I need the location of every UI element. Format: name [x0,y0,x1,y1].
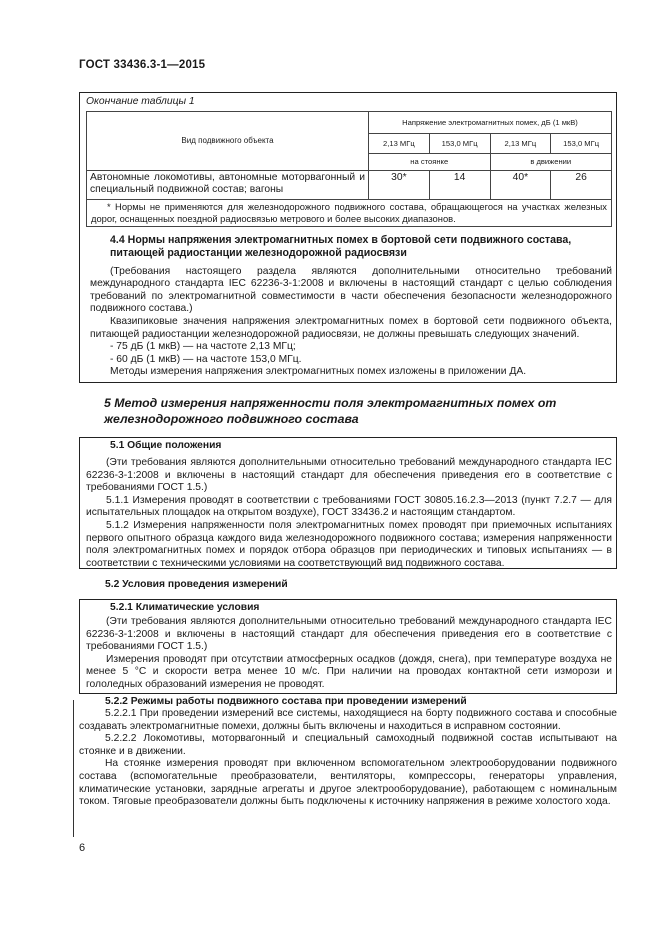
freq-header: 2,13 МГц [490,133,551,153]
s44-list-item: - 75 дБ (1 мкВ) — на частоте 2,13 МГц; [110,341,296,353]
s522-para-1: 5.2.2.1 При проведении измерений все системы, находящиеся на борту подвижного состава и способные создавать электромагнитные помехи, должны быть включены и находиться в исправном состоянии. [79,708,617,732]
table-cell-value: 14 [429,170,490,199]
freq-header: 2,13 МГц [369,133,430,153]
table-cell-object: Автономные локомотивы, автономные моторвагонный и специальный подвижной состав; вагоны [87,170,369,199]
s522-para-3: На стоянке измерения проводят при включенном вспомогательном электрооборудовании подвижного состава (вспомогательные преобразователи, вентиляторы, компрессоры, генераторы управления, климатические установки, зарядные агрегаты и другое электрооборудование), работающем с номинальным током. Тяговые преобразователи должны быть подключены к источнику напряжения в режиме холостого хода. [79,758,617,808]
table-header-object: Вид подвижного объекта [87,111,369,170]
section-frame-5-1 [79,437,617,569]
s521-para-2: Измерения проводят при отсутствии атмосферных осадков (дождя, снега), при температуре воздуха не менее 5 °С и скорости ветра менее 10 м/с. При наличии на проводах контактной сети изморози и гололедных образований измерения не проводят. [86,653,612,690]
s44-para-2: Квазипиковые значения напряжения электромагнитных помех в бортовой сети подвижного объекта, питающей радиостанции железнодорожной радиосвязи, не должны превышать следующих значений. [90,315,612,340]
s522-para-2: 5.2.2.2 Локомотивы, моторвагонный и специальный самоходный подвижной состав испытывают на стоянке и в движении. [79,733,617,757]
group-header: в движении [490,153,612,170]
norms-table [86,111,612,227]
s51-para-1: (Эти требования являются дополнительными относительно требований международного стандарта IEC 62236-3-1:2008 и включены в настоящий стандарт для обеспечения приведения его в соответствие с требованиями ГОСТ 1.5.) [86,457,612,494]
section-5-heading: 5 Метод измерения напряженности поля электромагнитных помех от железнодорожного подвижного состава [104,396,557,426]
freq-header: 153,0 МГц [551,133,612,153]
table-cell-value: 40* [490,170,551,199]
s521-para-1: (Эти требования являются дополнительными относительно требований международного стандарта IEC 62236-3-1:2008 и включены в настоящий стандарт для обеспечения приведения его в соответствие с требованиями ГОСТ 1.5.) [86,616,612,653]
table-caption: Окончание таблицы 1 [86,96,195,107]
section-5-2-2-block [79,695,617,809]
table-header-voltage: Напряжение электромагнитных помех, дБ (1 мкВ) [369,111,612,133]
s44-para-1: (Требования настоящего раздела являются дополнительными относительно требований международного стандарта IEC 62236-3-1:2008 и включены в настоящий стандарт с целью соблюдения требований по электромагнитной совместимости в части обеспечения безопасности железнодорожного подвижного состава.) [90,265,612,315]
section-5-2-1-heading: 5.2.1 Климатические условия [110,602,260,613]
s44-para-3: Методы измерения напряжения электромагнитных помех изложены в приложении ДА. [110,366,527,378]
table-footnote: * Нормы не применяются для железнодорожного подвижного состава, обращающегося на участках железных дорог, оснащенных поездной радиосвязью метрового и более высоких диапазонов. [87,199,612,226]
page-number: 6 [79,842,86,854]
section-4-4-heading: 4.4 Нормы напряжения электромагнитных помех в бортовой сети подвижного состава, питающей радиостанции железнодорожной радиосвязи [110,233,572,259]
section-frame-5-2-1 [79,599,617,694]
section-5-1-heading: 5.1 Общие положения [110,440,222,451]
freq-header: 153,0 МГц [429,133,490,153]
group-header: на стоянке [369,153,491,170]
s51-para-3: 5.1.2 Измерения напряженности поля электромагнитных помех проводят при приемочных испытаниях первого опытного образца каждого вида железнодорожного подвижного состава; измерения напряженности поля электромагнитных помех и порядок отбора образцов при периодических и типовых испытаниях — в соответствии с техническими условиями на соответствующий вид подвижного состава. [86,519,612,569]
doc-header: ГОСТ 33436.3-1—2015 [79,59,206,71]
s44-list-item: - 60 дБ (1 мкВ) — на частоте 153,0 МГц. [110,353,302,365]
table-cell-value: 26 [551,170,612,199]
section-frame-4-4 [79,92,617,383]
s51-para-2: 5.1.1 Измерения проводят в соответствии с требованиями ГОСТ 30805.16.2.3—2013 (пункт 7.2.7 — для испытательных площадок на открытом воздухе), ГОСТ 33436.2 и настоящим стандартом. [86,494,612,519]
table-cell-value: 30* [369,170,430,199]
section-5-2-heading: 5.2 Условия проведения измерений [105,579,288,590]
change-bar [73,700,74,837]
section-5-2-2-heading: 5.2.2 Режимы работы подвижного состава при проведении измерений [105,696,467,707]
